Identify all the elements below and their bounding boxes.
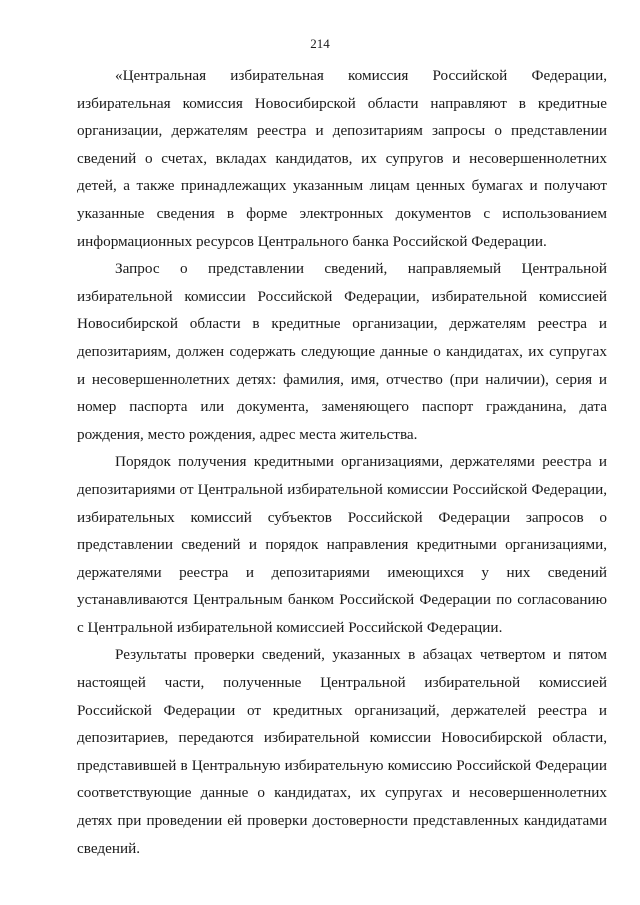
- page-number: 214: [310, 36, 330, 51]
- paragraph-2: Запрос о представлении сведений, направляемый Центральной избирательной комиссии Российской Федерации, избирательной комиссией Новосибирской области в кредитные организации, держателям реестра и депозитариям, должен содержать следующие данные о кандидатах, их супругах и несовершеннолетних детях: фамилия, имя, отчество (при наличии), серия и номер паспорта или документа, заменяющего паспорт гражданина, дата рождения, место рождения, адрес места жительства.: [77, 260, 607, 443]
- paragraph-3: Порядок получения кредитными организациями, держателями реестра и депозитариями от Центральной избирательной комиссии Российской Федерации, избирательных комиссий субъектов Российской Федерации запросов о представлении сведений и порядок направления кредитными организациями, держателями реестра и депозитариями имеющихся у них сведений устанавливаются Центральным банком Российской Федерации по согласованию с Центральной избирательной комиссией Российской Федерации.: [77, 453, 607, 636]
- paragraph-1: «Центральная избирательная комиссия Российской Федерации, избирательная комиссия Новосибирской области направляют в кредитные организации, держателям реестра и депозитариям запросы о представлении сведений о счетах, вкладах кандидатов, их супругов и несовершеннолетних детей, а также принадлежащих указанным лицам ценных бумагах и получают указанные сведения в форме электронных документов с использованием информационных ресурсов Центрального банка Российской Федерации.: [77, 67, 607, 250]
- body-text: [77, 62, 607, 862]
- paragraph-4: Результаты проверки сведений, указанных в абзацах четвертом и пятом настоящей части, полученные Центральной избирательной комиссией Российской Федерации от кредитных организаций, держателей реестра и депозитариев, передаются избирательной комиссии Новосибирской области, представившей в Центральную избирательную комиссию Российской Федерации соответствующие данные о кандидатах, их супругах и несовершеннолетних детях при проведении ей проверки достоверности представленных кандидатами сведений.: [77, 646, 607, 857]
